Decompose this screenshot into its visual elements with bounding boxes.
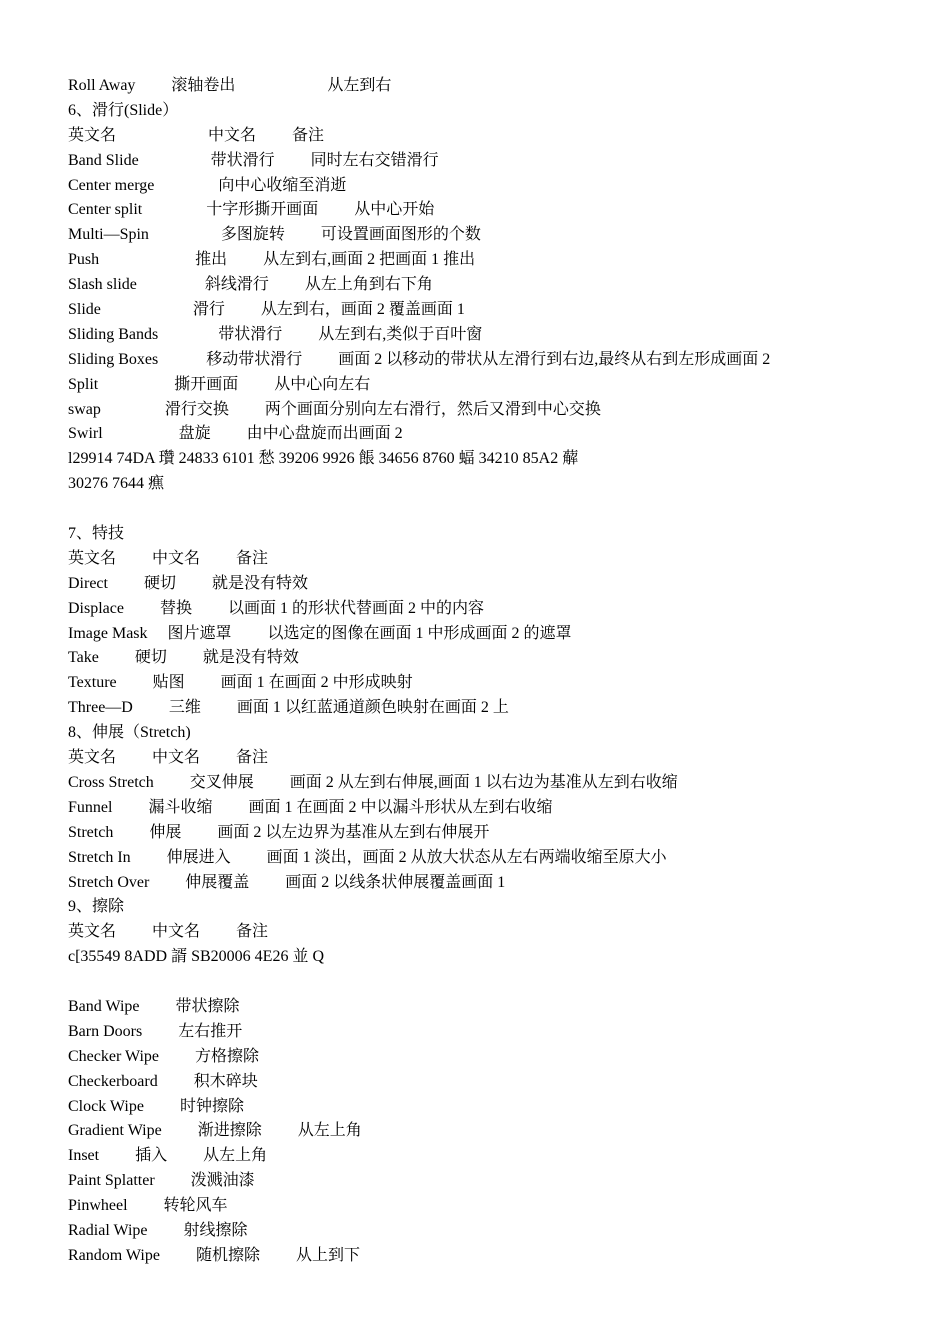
text-line: Cross Stretch 交叉伸展 画面 2 从左到右伸展,画面 1 以右边为基准从左到右收缩 <box>68 773 678 791</box>
text-line: Roll Away 滚轴卷出 从左到右 <box>68 77 392 94</box>
text-line: 英文名 中文名 备注 <box>68 923 269 941</box>
text-line: Inset 插入 从左上角 <box>68 1147 268 1165</box>
text-line: Gradient Wipe 渐进擦除 从左上角 <box>68 1122 362 1140</box>
text-line: Pinwheel 转轮风车 <box>68 1197 228 1215</box>
text-line: Swirl 盘旋 由中心盘旋而出画面 2 <box>68 425 403 443</box>
text-line: Sliding Boxes 移动带状滑行 画面 2 以移动的带状从左滑行到右边,最终从右到左形成画面 2 <box>68 350 771 368</box>
text-line: c[35549 8ADD 諝 SB20006 4E26 並 Q <box>68 948 324 966</box>
text-line: l29914 74DA 瓚 24833 6101 愁 39206 9926 餦 34656 8760 蝠 34210 85A2 薢 <box>68 450 579 468</box>
text-line: Sliding Bands 带状滑行 从左到右,类似于百叶窗 <box>68 325 483 343</box>
text-line: 6、滑行(Slide） <box>68 101 179 119</box>
text-line: Three—D 三维 画面 1 以红蓝通道颜色映射在画面 2 上 <box>68 699 509 717</box>
text-line: Multi—Spin 多图旋转 可设置画面图形的个数 <box>68 226 481 244</box>
text-line: Image Mask 图片遮罩 以选定的图像在画面 1 中形成画面 2 的遮罩 <box>68 624 572 642</box>
text-line: Barn Doors 左右推开 <box>68 1022 243 1040</box>
text-line: swap 滑行交换 两个画面分别向左右滑行，然后又滑到中心交换 <box>68 400 601 418</box>
text-line: 8、伸展（Stretch) <box>68 724 191 742</box>
text-line: Funnel 漏斗收缩 画面 1 在画面 2 中以漏斗形状从左到右收缩 <box>68 798 553 816</box>
text-line: Random Wipe 随机擦除 从上到下 <box>68 1246 360 1264</box>
document-page <box>68 74 928 1269</box>
text-line: Split 撕开画面 从中心向左右 <box>68 375 371 393</box>
text-line: Checker Wipe 方格擦除 <box>68 1047 260 1065</box>
text-line: 9、擦除 <box>68 898 125 916</box>
text-line: Stretch 伸展 画面 2 以左边界为基准从左到右伸展开 <box>68 823 490 841</box>
text-line: Stretch Over 伸展覆盖 画面 2 以线条状伸展覆盖画面 1 <box>68 873 506 891</box>
text-line: 英文名 中文名 备注 <box>68 749 269 767</box>
text-line: Center split 十字形撕开画面 从中心开始 <box>68 201 435 219</box>
text-line: Slash slide 斜线滑行 从左上角到右下角 <box>68 276 433 294</box>
text-line: Stretch In 伸展进入 画面 1 淡出，画面 2 从放大状态从左右两端收缩至原大小 <box>68 848 667 866</box>
text-line: Band Wipe 带状擦除 <box>68 997 240 1015</box>
text-line: Direct 硬切 就是没有特效 <box>68 574 308 592</box>
text-line: Radial Wipe 射线擦除 <box>68 1221 248 1239</box>
text-line: Center merge 向中心收缩至消逝 <box>68 176 347 194</box>
text-line: Push 推出 从左到右,画面 2 把画面 1 推出 <box>68 251 476 269</box>
text-line: Paint Splatter 泼溅油漆 <box>68 1172 255 1190</box>
text-line: Take 硬切 就是没有特效 <box>68 649 299 667</box>
text-line: Band Slide 带状滑行 同时左右交错滑行 <box>68 151 439 169</box>
text-line: 30276 7644 癄 <box>68 475 165 493</box>
text-line: 英文名 中文名 备注 <box>68 549 269 567</box>
text-line: Displace 替换 以画面 1 的形状代替画面 2 中的内容 <box>68 599 484 617</box>
text-line: Clock Wipe 时钟擦除 <box>68 1097 244 1115</box>
text-line: Texture 贴图 画面 1 在画面 2 中形成映射 <box>68 674 413 692</box>
blank-line <box>68 497 928 522</box>
text-line: 7、特技 <box>68 525 125 543</box>
blank-line <box>68 970 928 995</box>
text-line: Slide 滑行 从左到右，画面 2 覆盖画面 1 <box>68 301 465 319</box>
text-line: 英文名 中文名 备注 <box>68 126 325 144</box>
text-line: Checkerboard 积木碎块 <box>68 1072 258 1090</box>
